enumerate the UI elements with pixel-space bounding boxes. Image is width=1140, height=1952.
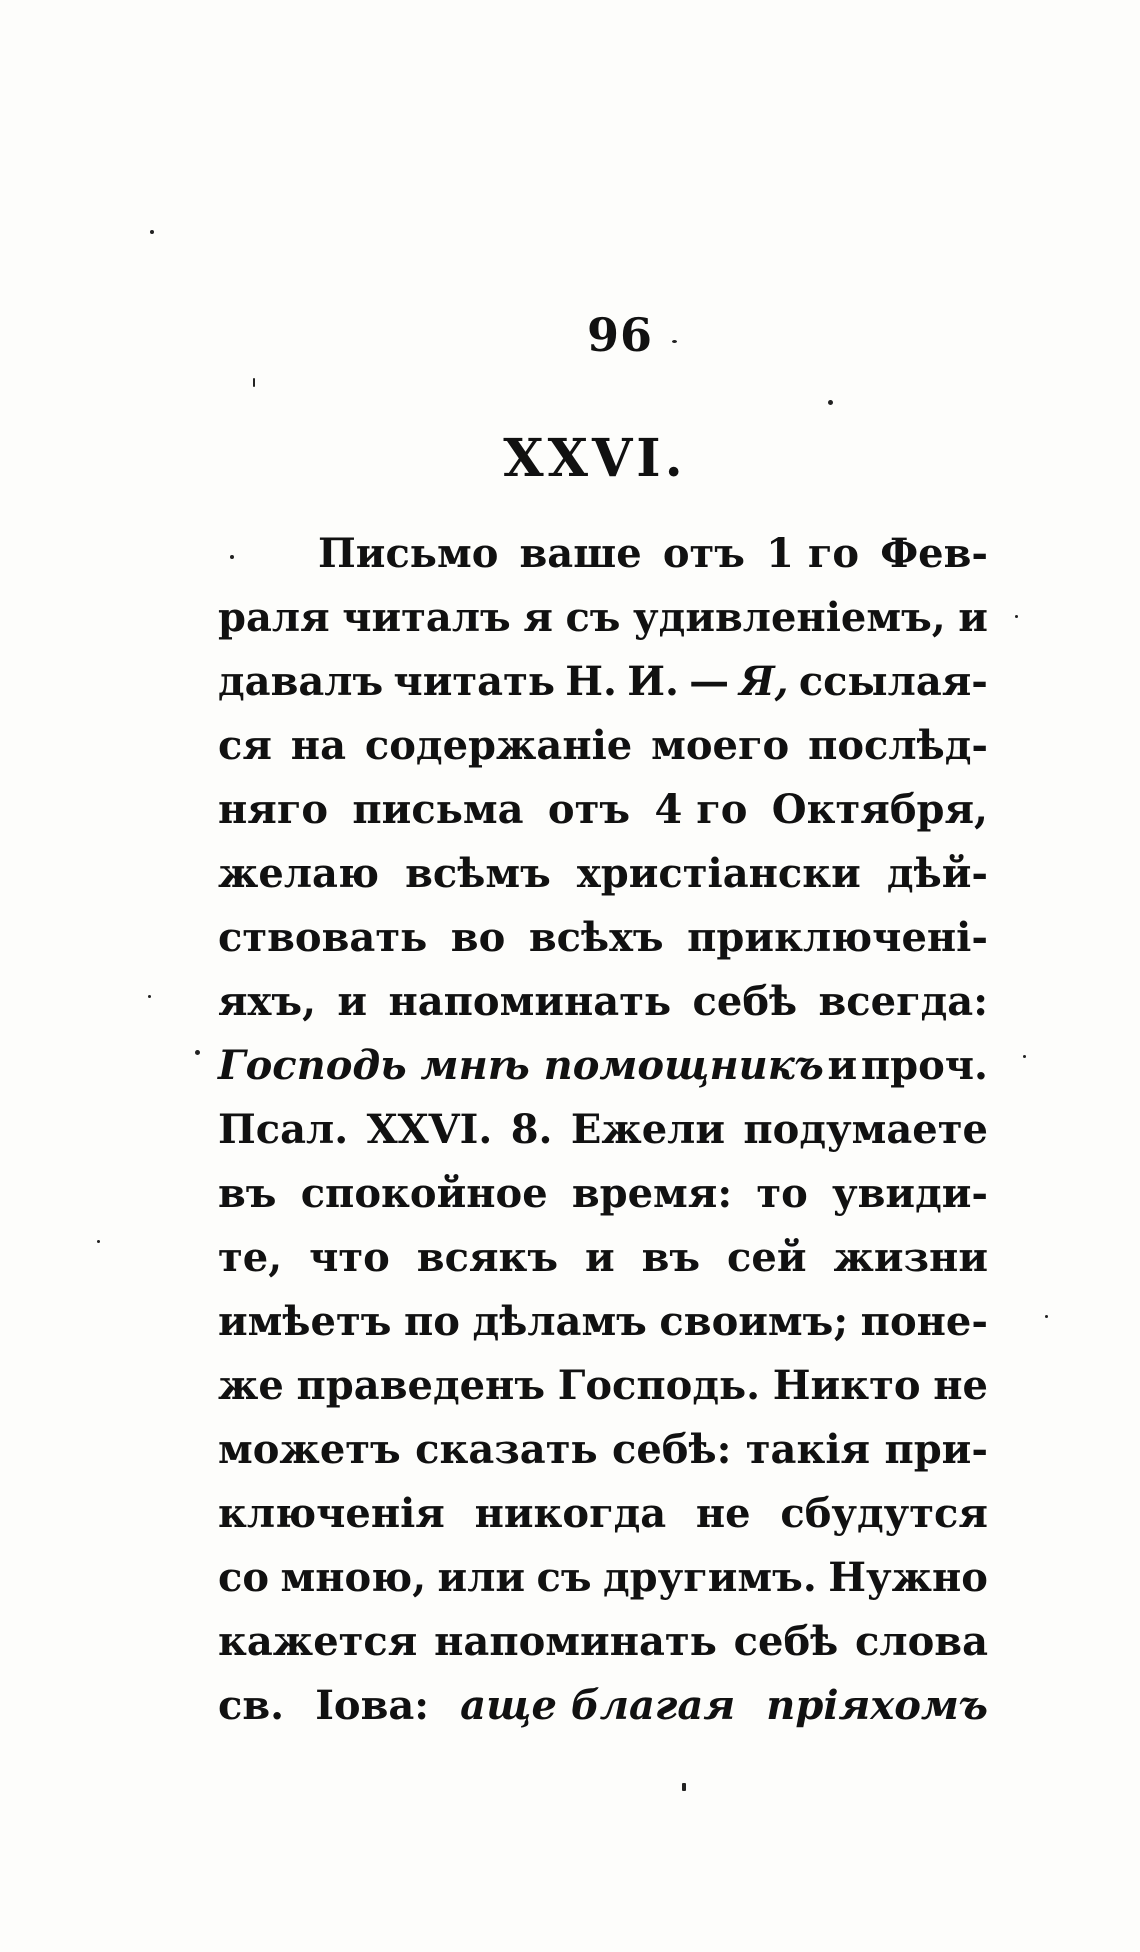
scan-speck bbox=[1045, 1315, 1048, 1318]
text-line bbox=[218, 1226, 988, 1290]
italic-quote: Господь мнѣ помощникъ bbox=[218, 1042, 824, 1089]
word: Фев- bbox=[880, 530, 988, 577]
word: и bbox=[958, 594, 988, 641]
text-line bbox=[218, 522, 988, 586]
word: Іова: bbox=[315, 1682, 430, 1729]
word: подумаете bbox=[743, 1106, 988, 1153]
word: поне- bbox=[860, 1298, 988, 1345]
word: отъ bbox=[662, 530, 745, 577]
text-line bbox=[218, 1354, 988, 1418]
word: и bbox=[337, 978, 368, 1025]
word: по bbox=[404, 1298, 460, 1345]
text-line bbox=[218, 1610, 988, 1674]
word: себѣ bbox=[733, 1618, 839, 1665]
word: въ bbox=[218, 1170, 277, 1217]
word: отъ bbox=[547, 786, 631, 833]
word: на bbox=[290, 722, 346, 769]
word: праведенъ bbox=[296, 1362, 546, 1409]
word: что bbox=[309, 1234, 390, 1281]
word: няго bbox=[218, 786, 329, 833]
italic-quote: пріяхомъ bbox=[766, 1682, 988, 1729]
word: Нужно bbox=[828, 1554, 988, 1601]
word: или bbox=[437, 1554, 526, 1601]
text-line bbox=[218, 1482, 988, 1546]
text-line bbox=[218, 1674, 988, 1738]
word: Н. bbox=[565, 658, 617, 705]
word: раля bbox=[218, 594, 330, 641]
scan-speck bbox=[828, 400, 833, 405]
word: письма bbox=[352, 786, 524, 833]
word: Ежели bbox=[570, 1106, 726, 1153]
scan-speck bbox=[97, 1240, 100, 1243]
word: Октября, bbox=[771, 786, 988, 833]
word: содержаніе bbox=[364, 722, 633, 769]
word: Я, bbox=[739, 658, 789, 705]
text-line bbox=[218, 1098, 988, 1162]
word: послѣд- bbox=[808, 722, 988, 769]
word: всякъ bbox=[416, 1234, 559, 1281]
word: Никто bbox=[772, 1362, 921, 1409]
word: съ bbox=[565, 594, 621, 641]
word: и bbox=[827, 1042, 858, 1089]
word: со bbox=[218, 1554, 270, 1601]
scan-speck bbox=[230, 555, 234, 559]
text-line bbox=[218, 970, 988, 1034]
text-line bbox=[218, 906, 988, 970]
word: слова bbox=[855, 1618, 988, 1665]
word: не bbox=[933, 1362, 988, 1409]
scan-speck bbox=[682, 1783, 686, 1791]
word: 1 го bbox=[766, 530, 860, 577]
word: И. bbox=[627, 658, 679, 705]
word: Письмо bbox=[318, 530, 499, 577]
word: себѣ: bbox=[612, 1426, 732, 1473]
word: св. bbox=[218, 1682, 285, 1729]
word: своимъ; bbox=[659, 1298, 849, 1345]
word: не bbox=[695, 1490, 751, 1537]
word: при- bbox=[884, 1426, 988, 1473]
word: и bbox=[585, 1234, 615, 1281]
word: время: bbox=[571, 1170, 733, 1217]
scan-speck bbox=[672, 340, 677, 343]
word: яхъ, bbox=[218, 978, 317, 1025]
word: XXVI. bbox=[366, 1106, 493, 1153]
text-line bbox=[218, 1418, 988, 1482]
scan-speck bbox=[253, 378, 255, 387]
word: другимъ. bbox=[602, 1554, 817, 1601]
text-line bbox=[218, 1034, 988, 1098]
word: 4 го bbox=[654, 786, 748, 833]
word: ссылая- bbox=[798, 658, 988, 705]
text-line bbox=[218, 586, 988, 650]
word: увиди- bbox=[832, 1170, 988, 1217]
word: жизни bbox=[833, 1234, 988, 1281]
word: христіански bbox=[576, 850, 861, 897]
body-text bbox=[218, 522, 988, 1738]
word: сбудутся bbox=[780, 1490, 988, 1537]
word: давалъ bbox=[218, 658, 384, 705]
word: Господь. bbox=[557, 1362, 761, 1409]
word: всѣмъ bbox=[405, 850, 551, 897]
scan-speck bbox=[195, 1050, 200, 1055]
text-line bbox=[218, 1162, 988, 1226]
text-line bbox=[218, 650, 988, 714]
scan-speck bbox=[148, 995, 151, 998]
italic-quote: аще благая bbox=[460, 1682, 736, 1729]
word: моего bbox=[651, 722, 790, 769]
word: ся bbox=[218, 722, 272, 769]
text-line bbox=[218, 842, 988, 906]
chapter-heading: XXVI. bbox=[503, 428, 687, 489]
word: Псал. bbox=[218, 1106, 349, 1153]
word: то bbox=[756, 1170, 808, 1217]
word: въ bbox=[641, 1234, 701, 1281]
word: удивленіемъ, bbox=[633, 594, 946, 641]
word: проч. bbox=[860, 1042, 988, 1089]
word: сей bbox=[727, 1234, 807, 1281]
word: напоминать bbox=[388, 978, 672, 1025]
word: во bbox=[450, 914, 506, 961]
word: ключенія bbox=[218, 1490, 445, 1537]
scan-speck bbox=[1015, 615, 1018, 618]
text-line bbox=[218, 1290, 988, 1354]
word: те, bbox=[218, 1234, 283, 1281]
word: можетъ bbox=[218, 1426, 401, 1473]
word: такія bbox=[745, 1426, 871, 1473]
word: всѣхъ bbox=[528, 914, 664, 961]
word: съ bbox=[536, 1554, 592, 1601]
scan-speck bbox=[150, 230, 154, 234]
word: напоминать bbox=[434, 1618, 717, 1665]
word: ствовать bbox=[218, 914, 428, 961]
word: приключені- bbox=[687, 914, 988, 961]
word: — bbox=[689, 658, 730, 705]
word: 8. bbox=[510, 1106, 553, 1153]
word: кажется bbox=[218, 1618, 418, 1665]
word: я bbox=[523, 594, 553, 641]
word: ваше bbox=[519, 530, 642, 577]
word: дѣламъ bbox=[472, 1298, 647, 1345]
word: сказать bbox=[415, 1426, 598, 1473]
word: себѣ bbox=[692, 978, 798, 1025]
text-line bbox=[218, 778, 988, 842]
word: мною, bbox=[280, 1554, 427, 1601]
text-line bbox=[218, 714, 988, 778]
word: спокойное bbox=[300, 1170, 548, 1217]
word: всегда: bbox=[818, 978, 988, 1025]
page-number: 96 bbox=[586, 308, 653, 362]
word: имѣетъ bbox=[218, 1298, 392, 1345]
word: читать bbox=[393, 658, 556, 705]
scan-speck bbox=[1023, 1055, 1026, 1058]
word: же bbox=[218, 1362, 284, 1409]
word: никогда bbox=[474, 1490, 667, 1537]
word: желаю bbox=[218, 850, 379, 897]
word: читалъ bbox=[342, 594, 511, 641]
text-line bbox=[218, 1546, 988, 1610]
word: дѣй- bbox=[886, 850, 988, 897]
